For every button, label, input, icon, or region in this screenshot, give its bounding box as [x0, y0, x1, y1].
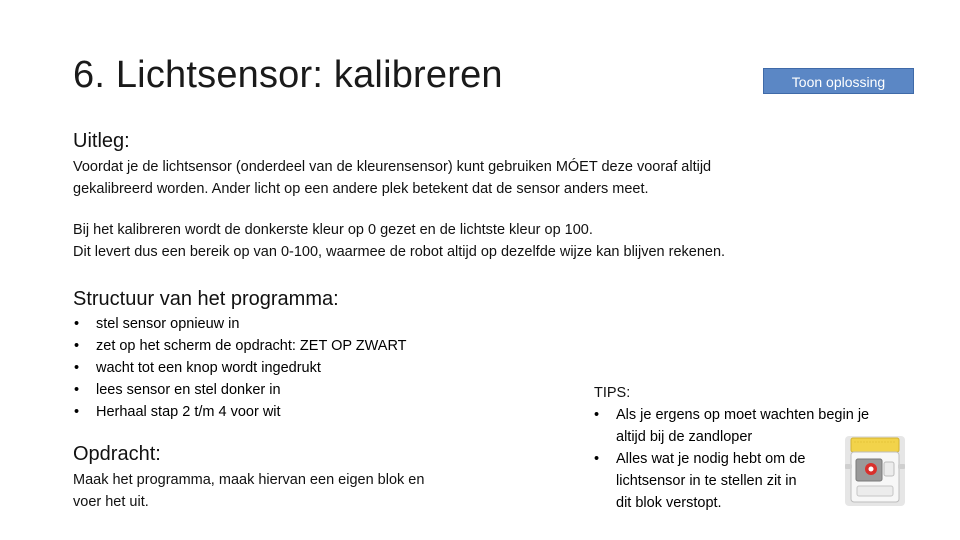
structure-heading: Structuur van het programma:: [73, 288, 339, 310]
list-item: [594, 404, 869, 448]
color-sensor-block-icon: [845, 436, 905, 506]
bullet: •: [594, 407, 600, 423]
list-item-text: stel sensor opnieuw in: [96, 316, 240, 332]
list-item: [74, 335, 407, 357]
tip-line: dit blok verstopt.: [616, 495, 722, 511]
list-item: [594, 448, 869, 514]
list-item: [74, 379, 407, 401]
slide-title: 6. Lichtsensor: kalibreren: [73, 54, 503, 96]
bullet: •: [74, 360, 80, 376]
bullet: •: [74, 404, 80, 420]
tip-line: lichtsensor in te stellen zit in: [616, 473, 797, 489]
explanation-paragraph-2: [73, 219, 725, 263]
list-item: [74, 313, 407, 335]
structure-list: [74, 313, 407, 423]
list-item-text: wacht tot een knop wordt ingedrukt: [96, 360, 321, 376]
explanation-line: gekalibreerd worden. Ander licht op een andere plek betekent dat de sensor anders meet.: [73, 181, 649, 197]
explanation-line: Dit levert dus een bereik op van 0-100, waarmee de robot altijd op dezelfde wijze kan blijven rekenen.: [73, 244, 726, 260]
explanation-paragraph-1: [73, 156, 711, 200]
list-item-text: zet op het scherm de opdracht: ZET OP ZWART: [96, 338, 407, 354]
assignment-text: [73, 469, 424, 513]
tip-line: altijd bij de zandloper: [616, 429, 753, 445]
explanation-line: Bij het kalibreren wordt de donkerste kleur op 0 gezet en de lichtste kleur op 100.: [73, 222, 593, 238]
bullet: •: [74, 382, 80, 398]
assignment-line: voer het uit.: [73, 494, 149, 510]
tips-box: [594, 382, 869, 514]
tips-heading: TIPS:: [594, 385, 631, 401]
list-item-text: lees sensor en stel donker in: [96, 382, 281, 398]
list-item: [74, 357, 407, 379]
tip-line: Alles wat je nodig hebt om de: [616, 451, 806, 467]
list-item: [74, 401, 407, 423]
bullet: •: [74, 338, 80, 354]
show-solution-button[interactable]: Toon oplossing: [763, 68, 914, 94]
tips-list: [594, 404, 869, 514]
assignment-line: Maak het programma, maak hiervan een eigen blok en: [73, 472, 425, 488]
assignment-heading: Opdracht:: [73, 443, 161, 465]
list-item-text: Herhaal stap 2 t/m 4 voor wit: [96, 404, 281, 420]
bullet: •: [74, 316, 80, 332]
color-sensor-block-graphic: [845, 436, 905, 506]
tip-line: Als je ergens op moet wachten begin je: [616, 407, 870, 423]
explanation-heading: Uitleg:: [73, 130, 130, 152]
explanation-line: Voordat je de lichtsensor (onderdeel van de kleurensensor) kunt gebruiken MÓET deze vooraf altijd: [73, 159, 712, 175]
bullet: •: [594, 451, 600, 467]
